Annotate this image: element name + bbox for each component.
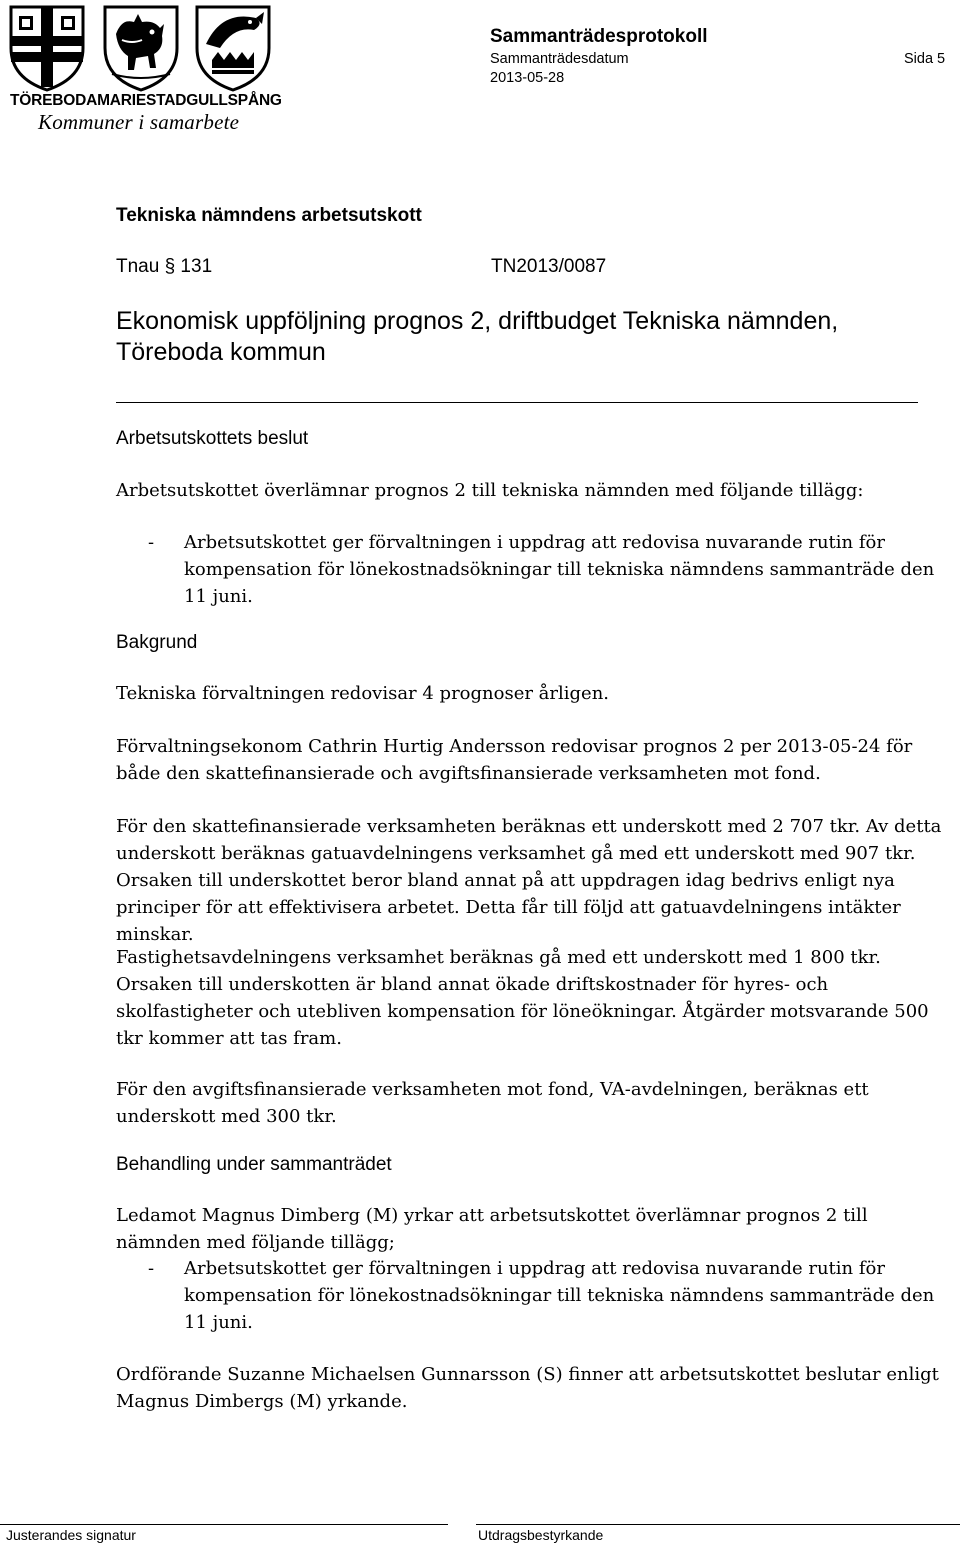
- case-number: Tnau § 131: [116, 256, 213, 277]
- logo-town-gullspang: GULLSPÅNG: [186, 92, 282, 109]
- extract-certification-label: Utdragsbestyrkande: [478, 1527, 604, 1543]
- mariestad-coat-of-arms-icon: [102, 4, 180, 92]
- adjuster-signature-label: Justerandes signatur: [6, 1527, 136, 1543]
- committee-heading: Tekniska nämndens arbetsutskott: [116, 205, 422, 226]
- protocol-title: Sammanträdesprotokoll: [490, 26, 708, 47]
- meeting-date: 2013-05-28: [490, 70, 565, 86]
- agenda-item-title: Ekonomisk uppföljning prognos 2, driftbudget Tekniska nämnden, Töreboda kommun: [116, 307, 839, 366]
- background-paragraph: Fastighetsavdelningens verksamhet beräknas gå med ett underskott med 1 800 tkr. Orsaken till underskotten är bland annat ökade driftskostnader för hyres- och skolfastigheter och utebliven kompensation för löneökningar. Åtgärder motsvarande 500 tkr kommer att tas fram.: [116, 947, 929, 1049]
- background-paragraph: Tekniska förvaltningen redovisar 4 prognoser årligen.: [116, 683, 610, 704]
- background-heading: Bakgrund: [116, 632, 198, 653]
- handling-paragraph: Ledamot Magnus Dimberg (M) yrkar att arbetsutskottet överlämnar prognos 2 till nämnden med följande tillägg;: [116, 1205, 868, 1253]
- logo-tagline: Kommuner i samarbete: [38, 110, 240, 134]
- decision-bullet-text: Arbetsutskottet ger förvaltningen i uppdrag att redovisa nuvarande rutin för kompensation för lönekostnadsökningar till tekniska nämndens sammanträde den 11 juni.: [184, 532, 935, 607]
- background-paragraph: För den avgiftsfinansierade verksamheten mot fond, VA-avdelningen, beräknas ett underskott med 300 tkr.: [116, 1079, 869, 1127]
- decision-text: Arbetsutskottet överlämnar prognos 2 till tekniska nämnden med följande tillägg:: [116, 480, 864, 501]
- page-number: Sida 5: [904, 51, 946, 67]
- logo-town-toreboda: TÖREBODA: [10, 92, 98, 109]
- handling-bullet-text: Arbetsutskottet ger förvaltningen i uppdrag att redovisa nuvarande rutin för kompensation för lönekostnadsökningar till tekniska nämndens sammanträde den 11 juni.: [184, 1258, 935, 1333]
- bullet-dash: -: [148, 532, 155, 553]
- title-divider: [116, 402, 918, 403]
- handling-heading: Behandling under sammanträdet: [116, 1154, 392, 1175]
- logo-town-names: [10, 92, 282, 110]
- meeting-date-label: Sammanträdesdatum: [490, 51, 629, 67]
- gullspang-coat-of-arms-icon: [194, 4, 272, 92]
- background-paragraph: För den skattefinansierade verksamheten beräknas ett underskott med 2 707 tkr. Av detta underskott beräknas gatuavdelningens verksamhet gå med ett underskott med 907 tkr. Orsaken till underskottet beror bland annat på att uppdragen idag bedrivs enligt nya principer för att effektivisera arbetet. Detta får till följd att gatuavdelningens intäkter minskar.: [116, 816, 942, 945]
- case-id: TN2013/0087: [491, 256, 607, 277]
- footer-divider-left: [0, 1524, 448, 1525]
- logo-town-mariestad: MARIESTAD: [97, 92, 187, 109]
- decision-heading: Arbetsutskottets beslut: [116, 428, 309, 449]
- municipality-logos: [6, 2, 282, 136]
- toreboda-coat-of-arms-icon: [8, 4, 86, 92]
- footer-divider-right: [476, 1524, 960, 1525]
- bullet-dash: -: [148, 1258, 155, 1279]
- handling-paragraph: Ordförande Suzanne Michaelsen Gunnarsson (S) finner att arbetsutskottet beslutar enligt Magnus Dimbergs (M) yrkande.: [116, 1364, 939, 1412]
- background-paragraph: Förvaltningsekonom Cathrin Hurtig Andersson redovisar prognos 2 per 2013-05-24 för både den skattefinansierade och avgiftsfinansierade verksamheten mot fond.: [116, 736, 913, 784]
